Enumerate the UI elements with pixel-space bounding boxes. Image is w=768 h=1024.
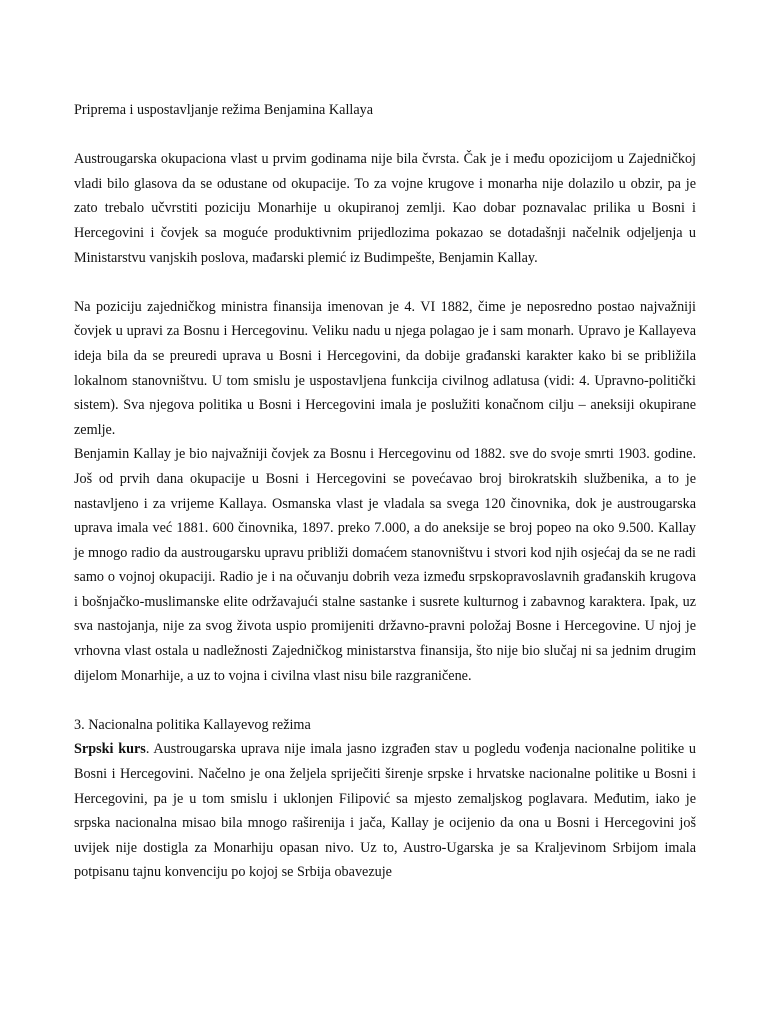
paragraph-srpski-kurs	[74, 737, 696, 885]
paragraph-kallay-appointment-background: Austrougarska okupaciona vlast u prvim godinama nije bila čvrsta. Čak je i među opozicijom u Zajedničkoj vladi bilo glasova da se odustane od okupacije. To za vojne krugove i monarha nije dolazilo u obzir, pa je zato trebalo učvrstiti poziciju Monarhije u okupiranoj zemlji. Kao dobar poznavalac prilika u Bosni i Hercegovini i čovjek sa moguće produktivnim prijedlozima pokazao se dotadašnji načelnik odjeljenja u Ministarstvu vanjskih poslova, mađarski plemić iz Budimpešte, Benjamin Kallay.	[74, 151, 696, 266]
paragraph-lead-term: Srpski kurs	[74, 741, 146, 758]
paragraph-kallay-administration: Benjamin Kallay je bio najvažniji čovjek za Bosnu i Hercegovinu od 1882. sve do svoje smrti 1903. godine. Još od prvih dana okupacije u Bosni i Hercegovini se povećavao broj birokratskih službenika, a to je nastavljeno i za vrijeme Kallaya. Osmanska vlast je vladala sa svega 120 činovnika, dok je austrougarska uprava imala već 1881. 600 činovnika, 1897. preko 7.000, a do aneksije se broj popeo na oko 9.500. Kallay je mnogo radio da austrougarsku upravu približi domaćem stanovništvu i stvori kod njih osjećaj da se ne radi samo o vojnoj okupaciji. Radio je i na očuvanju dobrih veza između srpskopravoslavnih građanskih krugova i bošnjačko-muslimanske elite održavajući stalne sastanke i susrete kulturnog i zabavnog karaktera. Ipak, uz sva nastojanja, nije za svog života uspio promijeniti državno-pravni položaj Bosne i Hercegovine. U njoj je vrhovna vlast ostala u nadležnosti Zajedničkog ministarstva finansija, što nije bio slučaj ni sa jednim drugim dijelom Monarhije, a uz to vojna i civilna vlast nisu bile razgraničene.	[74, 446, 696, 684]
paragraph-srpski-kurs-body: . Austrougarska uprava nije imala jasno izgrađen stav u pogledu vođenja nacionalne politike u Bosni i Hercegovini. Načelno je ona željela spriječiti širenje srpske i hrvatske nacionalne politike u Bosni i Hercegovini, pa je u tom smislu i uklonjen Filipović sa mjesto zemaljskog poglavara. Međutim, iako je srpska nacionalna misao bila mnogo raširenija i jača, Kallay je ocijenio da ona u Bosni i Hercegovini još uvijek nije dostigla za Monarhiju opasan nivo. Uz to, Austro-Ugarska je sa Kraljevinom Srbijom imala potpisanu tajnu konvenciju po kojoj se Srbija obavezuje	[74, 741, 696, 881]
paragraph-gap	[74, 688, 696, 713]
document-page	[74, 98, 696, 885]
document-title: Priprema i uspostavljanje režima Benjamina Kallaya	[74, 102, 374, 118]
paragraph-gap	[74, 123, 696, 148]
paragraph-minister-of-finance: Na poziciju zajedničkog ministra finansija imenovan je 4. VI 1882, čime je neposredno postao najvažniji čovjek u upravi za Bosnu i Hercegovinu. Veliku nadu u njega polagao je i sam monarh. Upravo je Kallayeva ideja bila da se preuredi uprava u Bosni i Hercegovini, da dobije građanski karakter kako bi se približila lokalnom stanovništvu. U tom smislu je uspostavljena funkcija civilnog adlatusa (vidi: 4. Upravno-politički sistem). Sva njegova politika u Bosni i Hercegovini imala je poslužiti konačnom cilju – aneksiji okupirane zemlje.	[74, 298, 696, 438]
section-heading: 3. Nacionalna politika Kallayevog režima	[74, 716, 311, 733]
paragraph-gap	[74, 270, 696, 295]
